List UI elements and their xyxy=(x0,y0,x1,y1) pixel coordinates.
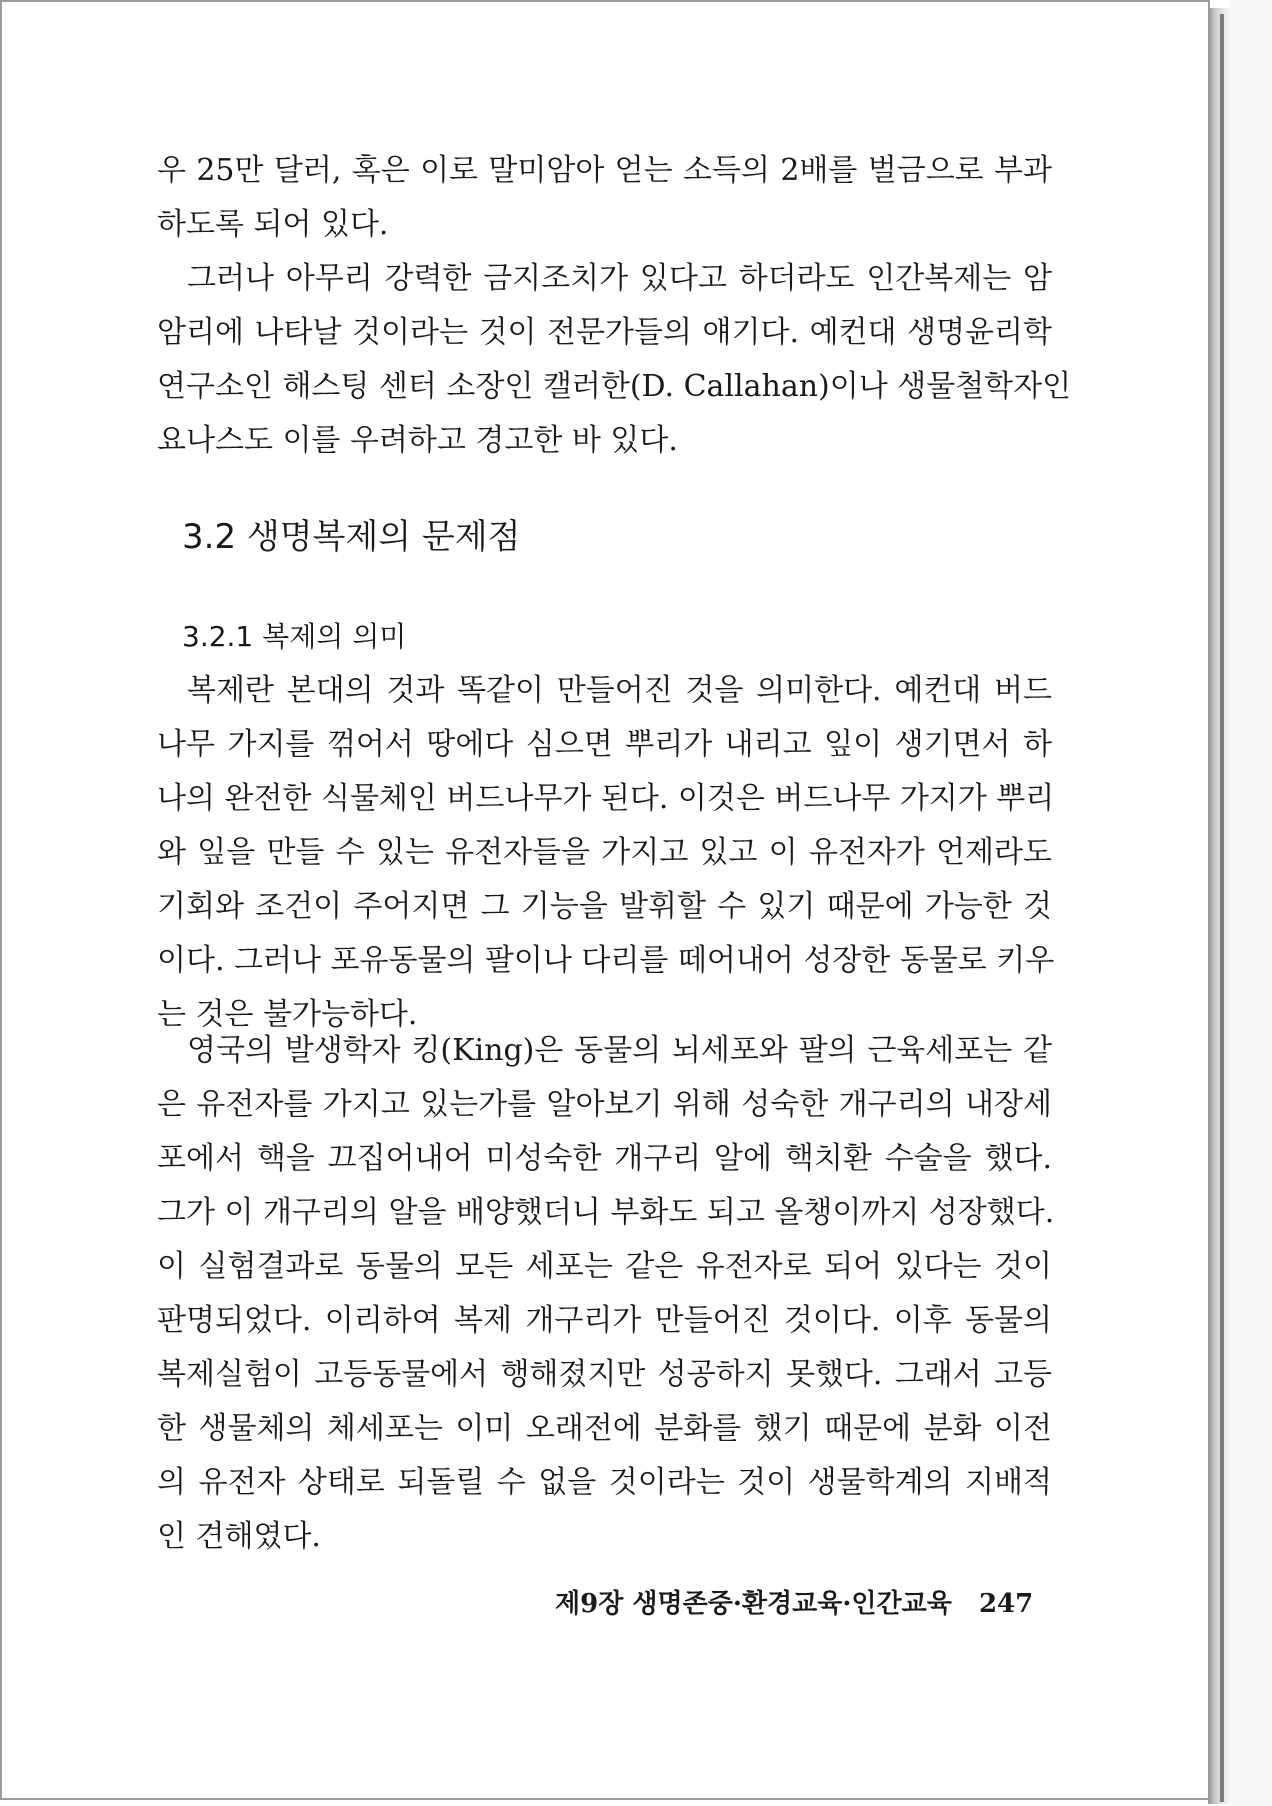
text-line: 나의 완전한 식물체인 버드나무가 된다. 이것은 버드나무 가지가 뿌리 xyxy=(157,781,1055,816)
paragraph-top xyxy=(157,144,1052,252)
page-footer xyxy=(555,1582,1033,1626)
page-edge-line xyxy=(1220,14,1224,1802)
text-line: 나무 가지를 꺾어서 땅에다 심으면 뿌리가 내리고 잎이 생기면서 하 xyxy=(157,727,1052,762)
text-line: 한 생물체의 체세포는 이미 오래전에 분화를 했기 때문에 분화 이전 xyxy=(157,1411,1052,1446)
running-head: 제9장 생명존중·환경교육·인간교육 xyxy=(555,1589,952,1619)
text-line: 영국의 발생학자 킹(King)은 동물의 뇌세포와 팔의 근육세포는 같 xyxy=(187,1033,1052,1068)
page-number: 247 xyxy=(978,1589,1034,1619)
text-line: 그러나 아무리 강력한 금지조치가 있다고 하더라도 인간복제는 암 xyxy=(187,261,1052,296)
text-line: 는 것은 불가능하다. xyxy=(157,997,418,1032)
text-line: 은 유전자를 가지고 있는가를 알아보기 위해 성숙한 개구리의 내장세 xyxy=(157,1087,1052,1122)
background-margin xyxy=(1230,0,1272,1806)
text-line: 암리에 나타날 것이라는 것이 전문가들의 얘기다. 예컨대 생명윤리학 xyxy=(157,315,1052,350)
subsection-heading: 3.2.1 복제의 의미 xyxy=(182,620,407,653)
text-line: 복제실험이 고등동물에서 행해졌지만 성공하지 못했다. 그래서 고등 xyxy=(157,1357,1052,1392)
text-line: 이 실험결과로 동물의 모든 세포는 같은 유전자로 되어 있다는 것이 xyxy=(157,1249,1052,1284)
paragraph-king xyxy=(157,1024,1055,1564)
paragraph-warning xyxy=(157,252,1072,468)
text-line: 의 유전자 상태로 되돌릴 수 없을 것이라는 것이 생물학계의 지배적 xyxy=(157,1465,1052,1500)
paragraph-definition xyxy=(157,664,1055,1042)
text-line: 판명되었다. 이리하여 복제 개구리가 만들어진 것이다. 이후 동물의 xyxy=(157,1303,1052,1338)
section-heading: 3.2 생명복제의 문제점 xyxy=(182,517,521,557)
text-line: 인 견해였다. xyxy=(157,1519,321,1554)
text-line: 포에서 핵을 끄집어내어 미성숙한 개구리 알에 핵치환 수술을 했다. xyxy=(157,1141,1052,1176)
text-line: 우 25만 달러, 혹은 이로 말미암아 얻는 소득의 2배를 벌금으로 부과 xyxy=(157,153,1052,188)
text-line: 이다. 그러나 포유동물의 팔이나 다리를 떼어내어 성장한 동물로 키우 xyxy=(157,943,1055,978)
text-line: 와 잎을 만들 수 있는 유전자들을 가지고 있고 이 유전자가 언제라도 xyxy=(157,835,1052,870)
text-line: 기회와 조건이 주어지면 그 기능을 발휘할 수 있기 때문에 가능한 것 xyxy=(157,889,1052,924)
page-edge-shadow xyxy=(1208,8,1230,1804)
text-line: 그가 이 개구리의 알을 배양했더니 부화도 되고 올챙이까지 성장했다. xyxy=(157,1195,1055,1230)
text-line: 요나스도 이를 우려하고 경고한 바 있다. xyxy=(157,423,678,458)
text-line: 연구소인 해스팅 센터 소장인 캘러한(D. Callahan)이나 생물철학자인 xyxy=(157,369,1072,404)
text-line: 복제란 본대의 것과 똑같이 만들어진 것을 의미한다. 예컨대 버드 xyxy=(187,673,1052,708)
text-line: 하도록 되어 있다. xyxy=(157,207,389,242)
